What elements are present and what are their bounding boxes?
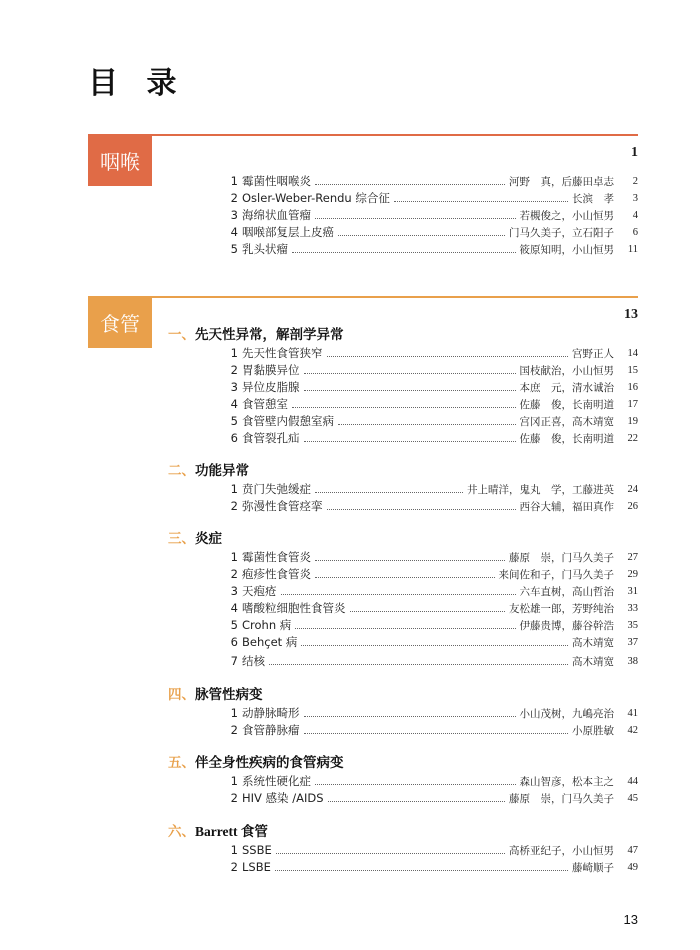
leader-dots xyxy=(315,784,516,785)
entry-title: 食管静脉瘤 xyxy=(242,723,300,737)
entry-author: 河野 真，后藤田卓志 xyxy=(509,176,614,188)
entry-title: SSBE xyxy=(242,843,272,857)
toc-entry[interactable] xyxy=(218,548,638,566)
entry-author: 来间佐和子，门马久美子 xyxy=(498,569,614,581)
esophagus-section-page: 13 xyxy=(624,307,638,322)
entry-number: 6 xyxy=(230,431,238,445)
entry-title: Crohn 病 xyxy=(242,618,292,632)
subsection-title: 功能异常 xyxy=(195,463,249,478)
entry-author: 若槻俊之，小山恒男 xyxy=(519,210,614,222)
entry-number: 2 xyxy=(230,567,238,581)
entry-title: 贲门失弛缓症 xyxy=(242,482,311,496)
entry-number: 3 xyxy=(230,208,238,222)
entry-page: 24 xyxy=(627,483,638,495)
subsection-title: Barrett 食管 xyxy=(195,824,268,839)
entry-author: 小山茂树，九嶋亮治 xyxy=(519,708,614,720)
leader-dots xyxy=(315,218,516,219)
subsection-title: 伴全身性疾病的食管病变 xyxy=(195,755,344,770)
entry-page: 15 xyxy=(627,364,638,376)
entry-title: 异位皮脂腺 xyxy=(242,380,300,394)
esophagus-section-label: 食管 xyxy=(88,296,152,348)
leader-dots xyxy=(295,628,515,629)
leader-dots xyxy=(304,441,516,442)
esophagus-section-rule xyxy=(152,296,638,298)
entry-title: 乳头状瘤 xyxy=(242,242,288,256)
entry-title: 疱疹性食管炎 xyxy=(242,567,311,581)
toc-entry[interactable] xyxy=(218,223,638,241)
entry-title: 食管壁内假憩室病 xyxy=(242,414,334,428)
subsection-numeral: 六、 xyxy=(168,824,195,839)
entry-number: 1 xyxy=(230,774,238,788)
entry-page: 26 xyxy=(627,500,638,512)
toc-entry[interactable] xyxy=(218,633,638,651)
entry-title: 先天性食管狭窄 xyxy=(242,346,323,360)
entry-author: 高木靖宽 xyxy=(572,637,614,649)
entry-author: 高桥亚纪子，小山恒男 xyxy=(509,845,614,857)
entry-page: 3 xyxy=(632,192,638,204)
toc-entry[interactable] xyxy=(218,789,638,807)
entry-page: 35 xyxy=(627,619,638,631)
leader-dots xyxy=(350,611,506,612)
leader-dots xyxy=(281,594,516,595)
entry-number: 1 xyxy=(230,346,238,360)
entry-number: 6 xyxy=(230,635,238,649)
entry-author: 宫野正人 xyxy=(572,348,614,360)
entry-page: 31 xyxy=(627,585,638,597)
entry-title: 天疱疮 xyxy=(242,584,277,598)
leader-dots xyxy=(315,184,505,185)
subsection-numeral: 四、 xyxy=(168,687,195,702)
entry-number: 5 xyxy=(230,618,238,632)
entry-author: 宫冈正喜，高木靖宽 xyxy=(519,416,614,428)
toc-entry[interactable] xyxy=(218,395,638,413)
page-title: 目 录 xyxy=(88,66,179,101)
entry-title: 霉菌性食管炎 xyxy=(242,550,311,564)
entry-number: 7 xyxy=(230,654,238,668)
subsection-heading xyxy=(168,683,263,703)
entry-number: 2 xyxy=(230,191,238,205)
leader-dots xyxy=(292,252,516,253)
entry-author: 本庶 元，清水诚治 xyxy=(519,382,614,394)
toc-entry[interactable] xyxy=(218,841,638,859)
toc-entry[interactable] xyxy=(218,721,638,739)
leader-dots xyxy=(315,577,495,578)
entry-number: 1 xyxy=(230,174,238,188)
entry-number: 1 xyxy=(230,706,238,720)
leader-dots xyxy=(315,560,505,561)
entry-page: 27 xyxy=(627,551,638,563)
subsection-title: 脉管性病变 xyxy=(195,687,263,702)
subsection-heading xyxy=(168,527,222,547)
leader-dots xyxy=(304,373,516,374)
entry-number: 4 xyxy=(230,397,238,411)
subsection-numeral: 五、 xyxy=(168,755,195,770)
entry-page: 44 xyxy=(627,775,638,787)
entry-title: 结核 xyxy=(242,654,265,668)
leader-dots xyxy=(394,201,568,202)
subsection-heading xyxy=(168,751,344,771)
entry-title: Behçet 病 xyxy=(242,635,298,649)
entry-page: 41 xyxy=(627,707,638,719)
entry-author: 长滨 孝 xyxy=(572,193,614,205)
entry-page: 11 xyxy=(627,243,638,255)
entry-number: 3 xyxy=(230,380,238,394)
entry-author: 友松雄一郎，芳野纯治 xyxy=(509,603,614,615)
entry-author: 小原胜敏 xyxy=(572,725,614,737)
toc-entry[interactable] xyxy=(218,704,638,722)
toc-entry[interactable] xyxy=(218,378,638,396)
entry-title: 霉菌性咽喉炎 xyxy=(242,174,311,188)
leader-dots xyxy=(327,509,516,510)
entry-page: 45 xyxy=(627,792,638,804)
toc-entry[interactable] xyxy=(218,412,638,430)
subsection-title: 炎症 xyxy=(195,531,222,546)
entry-number: 4 xyxy=(230,225,238,239)
entry-author: 筱原知明，小山恒男 xyxy=(519,244,614,256)
entry-author: 佐藤 俊，长南明道 xyxy=(519,433,614,445)
entry-author: 藤原 崇，门马久美子 xyxy=(509,552,614,564)
leader-dots xyxy=(328,801,505,802)
entry-number: 5 xyxy=(230,414,238,428)
entry-number: 2 xyxy=(230,499,238,513)
entry-page: 29 xyxy=(627,568,638,580)
throat-section-label: 咽喉 xyxy=(88,134,152,186)
entry-page: 38 xyxy=(627,655,638,667)
toc-entry[interactable] xyxy=(218,599,638,617)
entry-title: 嗜酸粒细胞性食管炎 xyxy=(242,601,346,615)
toc-entry[interactable] xyxy=(218,240,638,258)
subsection-numeral: 一、 xyxy=(168,327,195,342)
subsection-numeral: 二、 xyxy=(168,463,195,478)
entry-author: 伊藤贵博，藤谷幹浩 xyxy=(519,620,614,632)
entry-title: Osler-Weber-Rendu 综合征 xyxy=(242,191,390,205)
footer-page-number: 13 xyxy=(623,912,638,927)
entry-title: LSBE xyxy=(242,860,271,874)
entry-number: 4 xyxy=(230,601,238,615)
entry-title: 动静脉畸形 xyxy=(242,706,300,720)
leader-dots xyxy=(304,733,569,734)
entry-title: 咽喉部复层上皮癌 xyxy=(242,225,334,239)
entry-page: 49 xyxy=(627,861,638,873)
entry-author: 高木靖宽 xyxy=(572,656,614,668)
leader-dots xyxy=(338,235,505,236)
subsection-heading xyxy=(168,323,344,343)
entry-page: 47 xyxy=(627,844,638,856)
toc-entry[interactable] xyxy=(218,344,638,362)
entry-title: 系统性硬化症 xyxy=(242,774,311,788)
toc-entry[interactable] xyxy=(218,565,638,583)
entry-author: 国枝献治，小山恒男 xyxy=(519,365,614,377)
toc-entry[interactable] xyxy=(218,858,638,876)
toc-entry[interactable] xyxy=(218,497,638,515)
entry-author: 藤崎顺子 xyxy=(572,862,614,874)
entry-number: 2 xyxy=(230,363,238,377)
subsection-heading xyxy=(168,459,249,479)
toc-entry[interactable] xyxy=(218,429,638,447)
entry-number: 2 xyxy=(230,791,238,805)
entry-author: 门马久美子，立石阳子 xyxy=(509,227,614,239)
entry-page: 4 xyxy=(632,209,638,221)
leader-dots xyxy=(315,492,463,493)
toc-entry[interactable] xyxy=(218,172,638,190)
leader-dots xyxy=(304,390,516,391)
leader-dots xyxy=(275,870,568,871)
subsection-numeral: 三、 xyxy=(168,531,195,546)
throat-section-page: 1 xyxy=(631,145,638,160)
entry-page: 6 xyxy=(632,226,638,238)
entry-author: 六车直树，高山哲治 xyxy=(519,586,614,598)
subsection-title: 先天性异常，解剖学异常 xyxy=(195,327,344,342)
entry-title: 弥漫性食管痉挛 xyxy=(242,499,323,513)
entry-page: 17 xyxy=(627,398,638,410)
entry-number: 2 xyxy=(230,860,238,874)
leader-dots xyxy=(301,645,568,646)
toc-entry[interactable] xyxy=(218,189,638,207)
toc-entry[interactable] xyxy=(218,772,638,790)
toc-entry[interactable] xyxy=(218,652,638,670)
entry-author: 西谷大辅，福田真作 xyxy=(519,501,614,513)
entry-title: 食管裂孔疝 xyxy=(242,431,300,445)
entry-author: 佐藤 俊，长南明道 xyxy=(519,399,614,411)
entry-title: 胃黏膜异位 xyxy=(242,363,300,377)
entry-number: 1 xyxy=(230,550,238,564)
entry-author: 森山智彦，松本主之 xyxy=(519,776,614,788)
entry-author: 藤原 崇，门马久美子 xyxy=(509,793,614,805)
entry-page: 42 xyxy=(627,724,638,736)
entry-author: 井上晴洋，鬼丸 学，工藤进英 xyxy=(467,484,614,496)
entry-page: 33 xyxy=(627,602,638,614)
toc-entry[interactable] xyxy=(218,616,638,634)
entry-number: 1 xyxy=(230,482,238,496)
entry-number: 5 xyxy=(230,242,238,256)
subsection-heading xyxy=(168,820,268,840)
leader-dots xyxy=(269,664,568,665)
entry-page: 37 xyxy=(627,636,638,648)
toc-entry[interactable] xyxy=(218,361,638,379)
entry-number: 2 xyxy=(230,723,238,737)
toc-entry[interactable] xyxy=(218,206,638,224)
leader-dots xyxy=(327,356,569,357)
leader-dots xyxy=(304,716,516,717)
entry-page: 2 xyxy=(632,175,638,187)
entry-title: 海绵状血管瘤 xyxy=(242,208,311,222)
entry-page: 16 xyxy=(627,381,638,393)
toc-entry[interactable] xyxy=(218,480,638,498)
throat-section-rule xyxy=(152,134,638,136)
entry-title: 食管憩室 xyxy=(242,397,288,411)
entry-page: 19 xyxy=(627,415,638,427)
entry-number: 1 xyxy=(230,843,238,857)
entry-number: 3 xyxy=(230,584,238,598)
leader-dots xyxy=(338,424,516,425)
leader-dots xyxy=(276,853,505,854)
leader-dots xyxy=(292,407,516,408)
entry-page: 22 xyxy=(627,432,638,444)
entry-page: 14 xyxy=(627,347,638,359)
toc-entry[interactable] xyxy=(218,582,638,600)
entry-title: HIV 感染 /AIDS xyxy=(242,791,324,805)
